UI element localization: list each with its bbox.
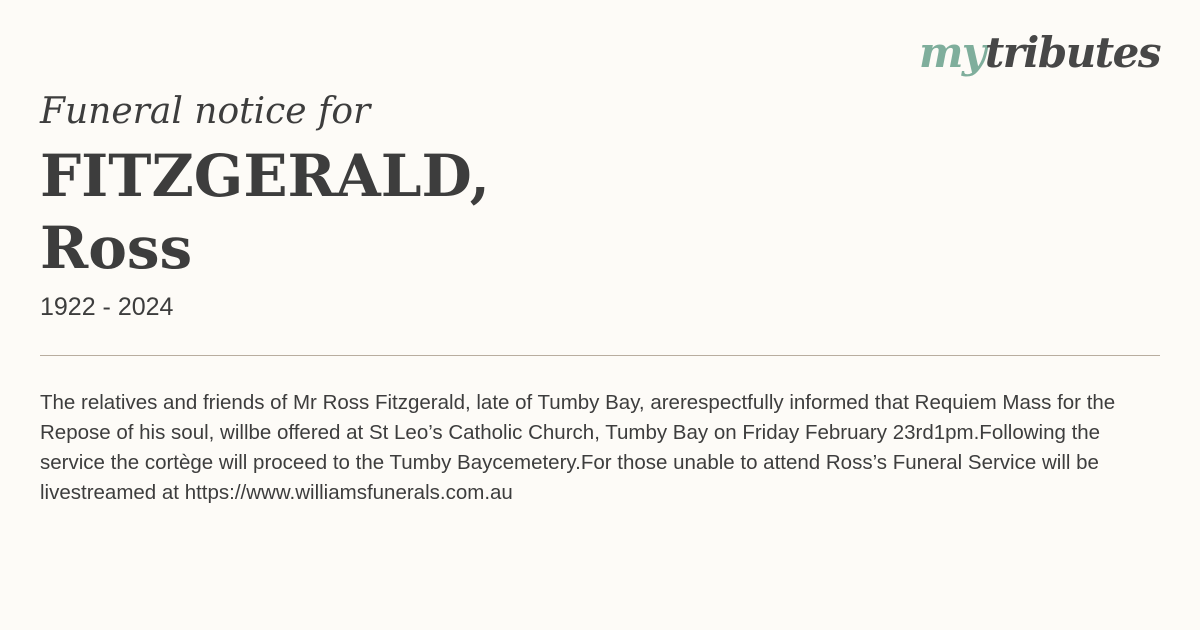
life-dates: 1922 - 2024 <box>40 293 174 321</box>
divider <box>40 355 1160 356</box>
notice-body: The relatives and friends of Mr Ross Fitzgerald, late of Tumby Bay, arerespectfully informed that Requiem Mass for the Repose of his soul, willbe offered at St Leo’s Catholic Church, Tumby Bay on Friday February 23rd1pm.Following the service the cortège will proceed to the Tumby Baycemetery.For those unable to attend Ross’s Funeral Service will be livestreamed at https://www.williamsfunerals.com.au <box>40 391 1116 504</box>
logo-tributes: tributes <box>984 28 1160 77</box>
mytributes-logo <box>918 28 1160 77</box>
deceased-name <box>40 140 490 284</box>
deceased-surname: FITZGERALD, <box>40 142 490 210</box>
notice-label: Funeral notice for <box>40 91 371 132</box>
logo-my: my <box>918 28 985 77</box>
deceased-given-name: Ross <box>40 214 193 282</box>
